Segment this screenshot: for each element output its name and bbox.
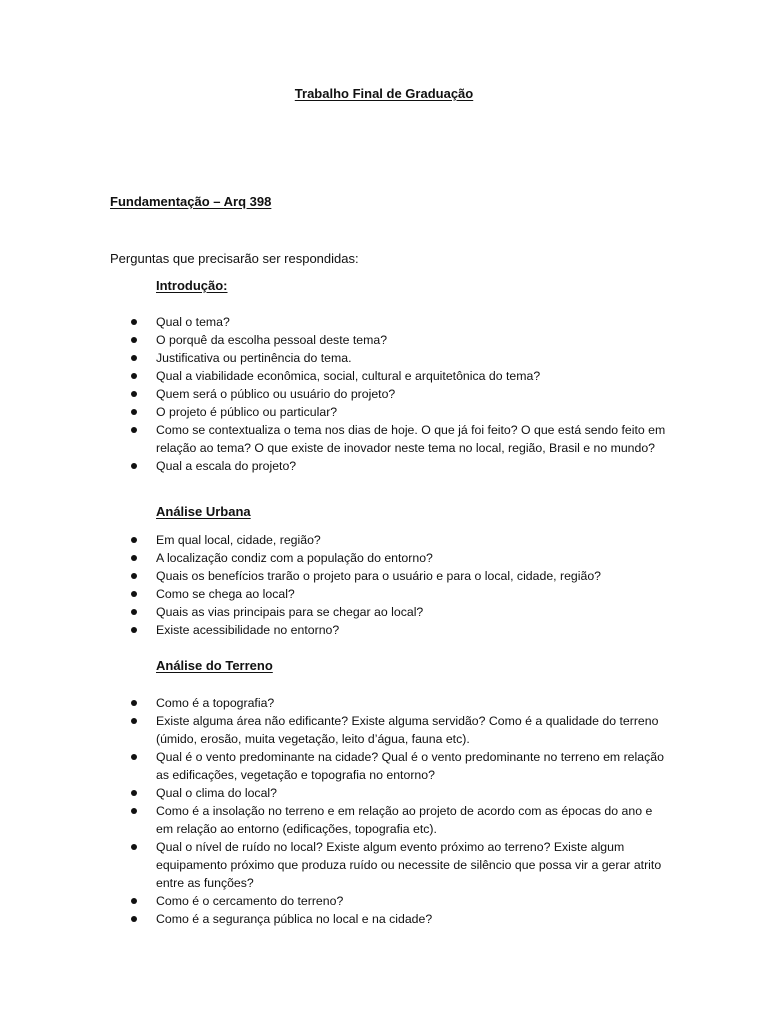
list-item <box>128 585 668 603</box>
list-item <box>128 403 668 421</box>
list-item <box>128 457 668 475</box>
list-item-text: Qual o clima do local? <box>156 786 277 800</box>
list-item <box>128 910 668 928</box>
list-item <box>128 367 668 385</box>
list-item-text: Existe acessibilidade no entorno? <box>156 623 340 637</box>
list-item <box>128 784 668 802</box>
list-item <box>128 603 668 621</box>
section-heading-analise-urbana: Análise Urbana <box>156 504 251 519</box>
list-item-text: Como se chega ao local? <box>156 587 295 601</box>
list-item <box>128 748 668 784</box>
question-list-analise-terreno <box>128 694 668 928</box>
list-item <box>128 531 668 549</box>
bullet-icon <box>131 555 137 561</box>
bullet-icon <box>131 916 137 922</box>
list-item <box>128 385 668 403</box>
section-heading-introducao: Introdução: <box>156 278 228 293</box>
list-item <box>128 331 668 349</box>
list-item-text: O projeto é público ou particular? <box>156 405 338 419</box>
list-item-text: A localização condiz com a população do entorno? <box>156 551 433 565</box>
list-item <box>128 567 668 585</box>
subject-heading: Fundamentação – Arq 398 <box>110 194 272 209</box>
bullet-icon <box>131 754 137 760</box>
list-item <box>128 802 668 838</box>
list-item-text: Quem será o público ou usuário do projeto? <box>156 387 396 401</box>
list-item-text: Como é a insolação no terreno e em relação ao projeto de acordo com as épocas do ano e em relação ao entorno (edificações, topografia etc). <box>156 804 653 836</box>
document-title: Trabalho Final de Graduação <box>294 86 474 101</box>
bullet-icon <box>131 319 137 325</box>
bullet-icon <box>131 627 137 633</box>
list-item-text: Qual o tema? <box>156 315 230 329</box>
bullet-icon <box>131 373 137 379</box>
bullet-icon <box>131 537 137 543</box>
list-item-text: Como é a topografia? <box>156 696 275 710</box>
list-item-text: Como é a segurança pública no local e na cidade? <box>156 912 433 926</box>
list-item <box>128 549 668 567</box>
list-item-text: Qual a viabilidade econômica, social, cultural e arquitetônica do tema? <box>156 369 541 383</box>
list-item-text: Como se contextualiza o tema nos dias de hoje. O que já foi feito? O que está sendo feito em relação ao tema? O que existe de inovador neste tema no local, região, Brasil e no mundo? <box>156 423 666 455</box>
list-item-text: Quais as vias principais para se chegar ao local? <box>156 605 424 619</box>
bullet-icon <box>131 391 137 397</box>
list-item <box>128 313 668 331</box>
bullet-icon <box>131 898 137 904</box>
list-item <box>128 694 668 712</box>
list-item-text: Qual é o vento predominante na cidade? Qual é o vento predominante no terreno em relação as edificações, vegetação e topografia no entorno? <box>156 750 664 782</box>
list-item-text: O porquê da escolha pessoal deste tema? <box>156 333 388 347</box>
bullet-icon <box>131 591 137 597</box>
list-item <box>128 349 668 367</box>
bullet-icon <box>131 337 137 343</box>
bullet-icon <box>131 355 137 361</box>
list-item <box>128 421 668 457</box>
question-list-analise-urbana <box>128 531 668 639</box>
list-item <box>128 621 668 639</box>
bullet-icon <box>131 808 137 814</box>
bullet-icon <box>131 573 137 579</box>
list-item-text: Qual a escala do projeto? <box>156 459 297 473</box>
bullet-icon <box>131 409 137 415</box>
bullet-icon <box>131 463 137 469</box>
section-heading-analise-terreno: Análise do Terreno <box>156 658 273 673</box>
list-item-text: Existe alguma área não edificante? Existe alguma servidão? Como é a qualidade do terreno (úmido, erosão, muita vegetação, leito d’água, fauna etc). <box>156 714 659 746</box>
list-item <box>128 712 668 748</box>
bullet-icon <box>131 718 137 724</box>
list-item <box>128 892 668 910</box>
list-item-text: Justificativa ou pertinência do tema. <box>156 351 352 365</box>
list-item <box>128 838 668 892</box>
bullet-icon <box>131 700 137 706</box>
bullet-icon <box>131 427 137 433</box>
intro-text: Perguntas que precisarão ser respondidas: <box>110 251 359 266</box>
bullet-icon <box>131 790 137 796</box>
list-item-text: Em qual local, cidade, região? <box>156 533 321 547</box>
list-item-text: Qual o nível de ruído no local? Existe algum evento próximo ao terreno? Existe algum equipamento próximo que produza ruído ou necessite de silêncio que possa vir a gerar atrito entre as funções? <box>156 840 662 890</box>
bullet-icon <box>131 609 137 615</box>
question-list-introducao <box>128 313 668 475</box>
list-item-text: Como é o cercamento do terreno? <box>156 894 344 908</box>
bullet-icon <box>131 844 137 850</box>
list-item-text: Quais os benefícios trarão o projeto para o usuário e para o local, cidade, região? <box>156 569 602 583</box>
